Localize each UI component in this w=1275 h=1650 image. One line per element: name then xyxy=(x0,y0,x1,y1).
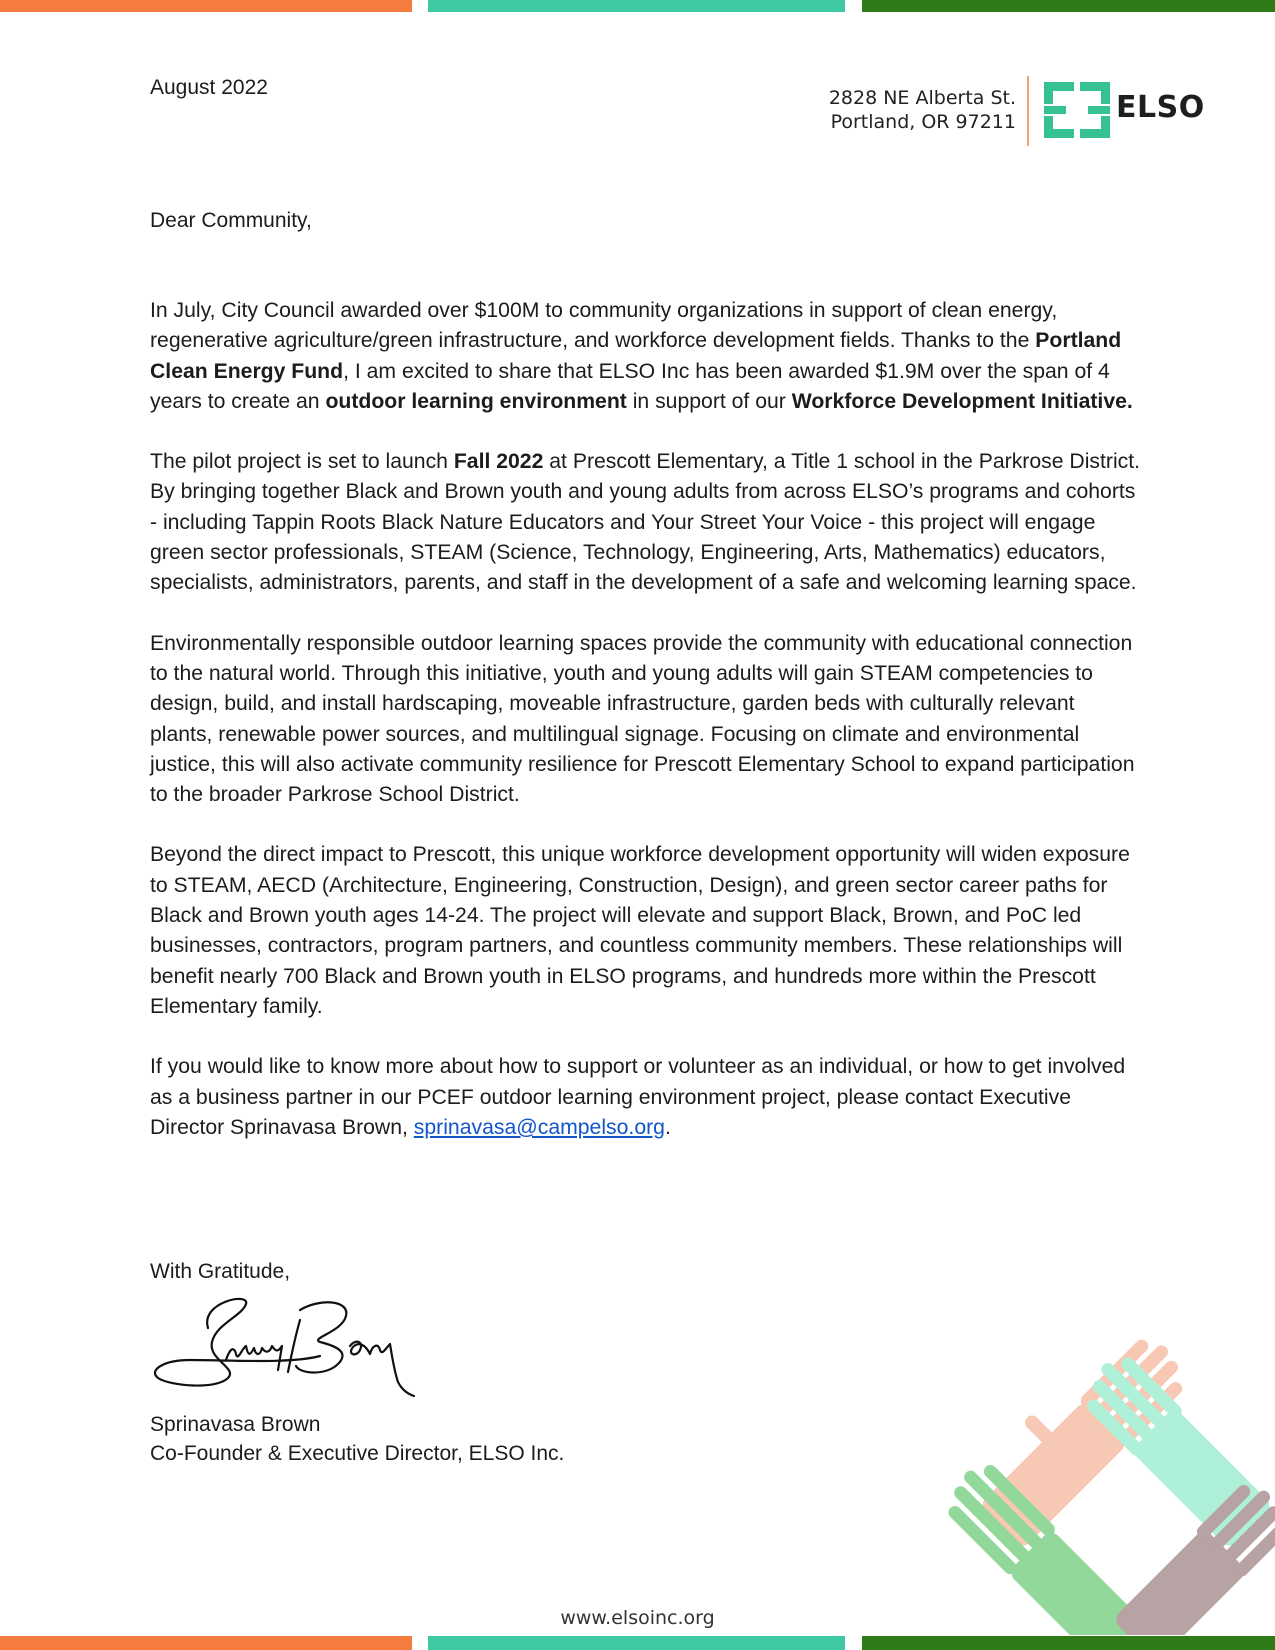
top-bar-green xyxy=(862,0,1275,12)
handwritten-signature xyxy=(150,1290,420,1405)
letter-date: August 2022 xyxy=(150,76,268,99)
top-bar-orange xyxy=(0,0,412,12)
top-bar-teal xyxy=(428,0,845,12)
footer-website: www.elsoinc.org xyxy=(560,1607,715,1629)
paragraph-4: Beyond the direct impact to Prescott, this unique workforce development opportunity will widen exposure to STEAM, AECD (Architecture, Engineering, Construction, Design), and green sector career paths for Black and Brown youth ages 14-24. The project will elevate and support Black, Brown, and PoC led businesses, contractors, program partners, and countless community members. These relationships will benefit nearly 700 Black and Brown youth in ELSO programs, and hundreds more within the Prescott Elementary family. xyxy=(150,843,1130,1018)
p1-bold-initiative: Workforce Development Initiative. xyxy=(791,389,1133,413)
elso-logo-icon xyxy=(1044,82,1110,143)
p5-text-1: If you would like to know more about how to support or volunteer as an individual, or how to get involved as a business partner in our PCEF outdoor learning environment project, please contact Executive Director Sprinavasa Brown, xyxy=(150,1055,1126,1139)
bottom-bar-orange xyxy=(0,1636,412,1650)
letter-body xyxy=(150,296,1140,1173)
joined-hands-icon xyxy=(920,1290,1275,1640)
p1-bold-fund: Portland Clean Energy Fund xyxy=(150,329,1122,383)
signer-title: Co-Founder & Executive Director, ELSO Inc. xyxy=(150,1442,565,1465)
p1-text-2: , I am excited to share that ELSO Inc has been awarded $1.9M over the span of 4 years to create an xyxy=(150,359,1110,413)
p2-text-2: at Prescott Elementary, a Title 1 school in the Parkrose District. By bringing together Black and Brown youth and young adults from across ELSO’s programs and cohorts - including Tappin Roots Black Nature Educators and Your Street Your Voice - this project will engage green sector professionals, STEAM (Science, Technology, Engineering, Arts, Mathematics) educators, specialists, administrators, parents, and staff in the development of a safe and welcoming learning space. xyxy=(150,450,1141,595)
p2-bold-fall: Fall 2022 xyxy=(453,450,544,474)
paragraph-3: Environmentally responsible outdoor learning spaces provide the community with educational connection to the natural world. Through this initiative, youth and young adults will gain STEAM competencies to design, build, and install hardscaping, moveable infrastructure, garden beds with culturally relevant plants, renewable power sources, and multilingual signage. Focusing on climate and environmental justice, this will also activate community resilience for Prescott Elementary School to expand participation to the broader Parkrose School District. xyxy=(150,631,1135,807)
contact-email-link[interactable]: sprinavasa@campelso.org xyxy=(413,1115,665,1139)
salutation: Dear Community, xyxy=(150,209,312,232)
letterhead-address xyxy=(760,86,1016,134)
bottom-bar-teal xyxy=(428,1636,845,1650)
p2-text-1: The pilot project is set to launch xyxy=(150,450,454,474)
p1-text-1: In July, City Council awarded over $100M to community organizations in support of clean energy, regenerative agriculture/green infrastructure, and workforce development fields. Thanks to the xyxy=(150,299,1058,353)
paragraph-2 xyxy=(150,447,1140,598)
address-line-2: Portland, OR 97211 xyxy=(830,111,1016,133)
paragraph-5 xyxy=(150,1052,1140,1143)
p1-bold-environment: outdoor learning environment xyxy=(325,389,627,413)
address-line-1: 2828 NE Alberta St. xyxy=(828,87,1016,109)
closing: With Gratitude, xyxy=(150,1260,291,1283)
signer-name: Sprinavasa Brown xyxy=(150,1413,321,1436)
elso-logo-text: ELSO xyxy=(1116,90,1205,125)
letterhead-divider xyxy=(1027,76,1029,146)
p1-text-3: in support of our xyxy=(626,389,792,413)
p5-text-2: . xyxy=(664,1115,671,1139)
paragraph-1 xyxy=(150,296,1140,417)
bottom-bar-green xyxy=(862,1636,1275,1650)
